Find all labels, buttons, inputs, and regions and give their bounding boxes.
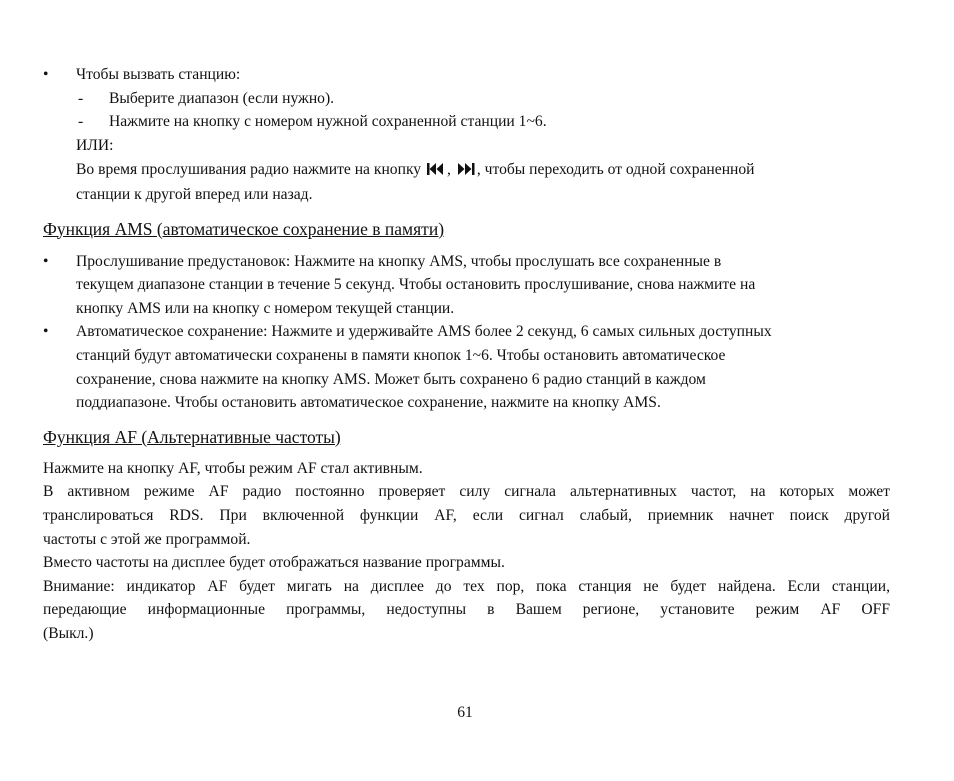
text-line: Внимание: индикатор AF будет мигать на дисплее до тех пор, пока станция не будет найдена. Если станции, xyxy=(43,577,890,595)
dash-symbol: - xyxy=(78,113,84,131)
af-paragraph-3: Вместо частоты на дисплее будет отображаться название программы. xyxy=(43,554,505,572)
bullet-text: Чтобы вызвать станцию: xyxy=(76,66,241,83)
recall-station-bullet xyxy=(43,63,890,87)
dash-item-text: Нажмите на кнопку с номером нужной сохраненной станции 1~6. xyxy=(109,113,547,131)
text-line: (Выкл.) xyxy=(43,624,94,642)
dash-item-text: Выберите диапазон (если нужно). xyxy=(109,89,335,107)
text-line: текущем диапазоне станции в течение 5 секунд. Чтобы остановить прослушивание, снова нажмите на xyxy=(76,276,756,294)
bullet-dot: • xyxy=(43,252,49,270)
text-line: поддиапазоне. Чтобы остановить автоматическое сохранение, нажмите на кнопку AMS. xyxy=(76,394,661,412)
af-paragraph-4 xyxy=(43,575,890,646)
ams-bullet-presets xyxy=(43,250,890,321)
text-line: сохранение, снова нажмите на кнопку AMS. Может быть сохранено 6 радио станций в каждом xyxy=(76,370,706,388)
dash-item xyxy=(43,87,890,111)
text-line: станций будут автоматически сохранены в памяти кнопок 1~6. Чтобы остановить автоматическое xyxy=(76,346,726,364)
text-line: Прослушивание предустановок: Нажмите на кнопку AMS, чтобы прослушать все сохраненные в xyxy=(76,252,722,270)
ams-bullet-autosave xyxy=(43,320,890,414)
or-text: ИЛИ: xyxy=(76,136,114,154)
text-line: частоты с этой же программой. xyxy=(43,530,251,548)
af-paragraph-1: Нажмите на кнопку AF, чтобы режим AF стал активным. xyxy=(43,459,423,477)
text-line: передающие информационные программы, недоступны в Вашем регионе, установите режим AF OFF xyxy=(43,601,890,619)
bullet-dot: • xyxy=(43,323,49,341)
nav-instruction-line xyxy=(43,158,890,183)
page-number: 61 xyxy=(457,704,473,721)
skip-previous-icon xyxy=(427,159,445,183)
af-paragraph-2 xyxy=(43,480,890,551)
nav-instruction-line-2: станции к другой вперед или назад. xyxy=(76,185,313,203)
nav-text-after: , чтобы переходить от одной сохраненной xyxy=(476,161,755,179)
text-line: транслироваться RDS. При включенной функции AF, если сигнал слабый, приемник начнет поиск другой xyxy=(43,506,890,524)
text-line: кнопку AMS или на кнопку с номером текущей станции. xyxy=(76,299,455,317)
af-heading: Функция AF (Альтернативные частоты) xyxy=(43,426,341,447)
dash-item xyxy=(43,110,890,134)
bullet-dot: • xyxy=(43,66,49,83)
nav-text-before: Во время прослушивания радио нажмите на кнопку xyxy=(76,161,422,179)
text-line: Автоматическое сохранение: Нажмите и удерживайте AMS более 2 секунд, 6 самых сильных доступных xyxy=(76,323,772,341)
page-content xyxy=(43,63,890,645)
skip-next-icon xyxy=(457,159,475,183)
ams-heading: Функция AMS (автоматическое сохранение в памяти) xyxy=(43,218,445,239)
dash-symbol: - xyxy=(78,89,84,107)
text-line: В активном режиме AF радио постоянно проверяет силу сигнала альтернативных частот, на которых может xyxy=(43,483,890,501)
nav-sep: , xyxy=(447,161,451,179)
